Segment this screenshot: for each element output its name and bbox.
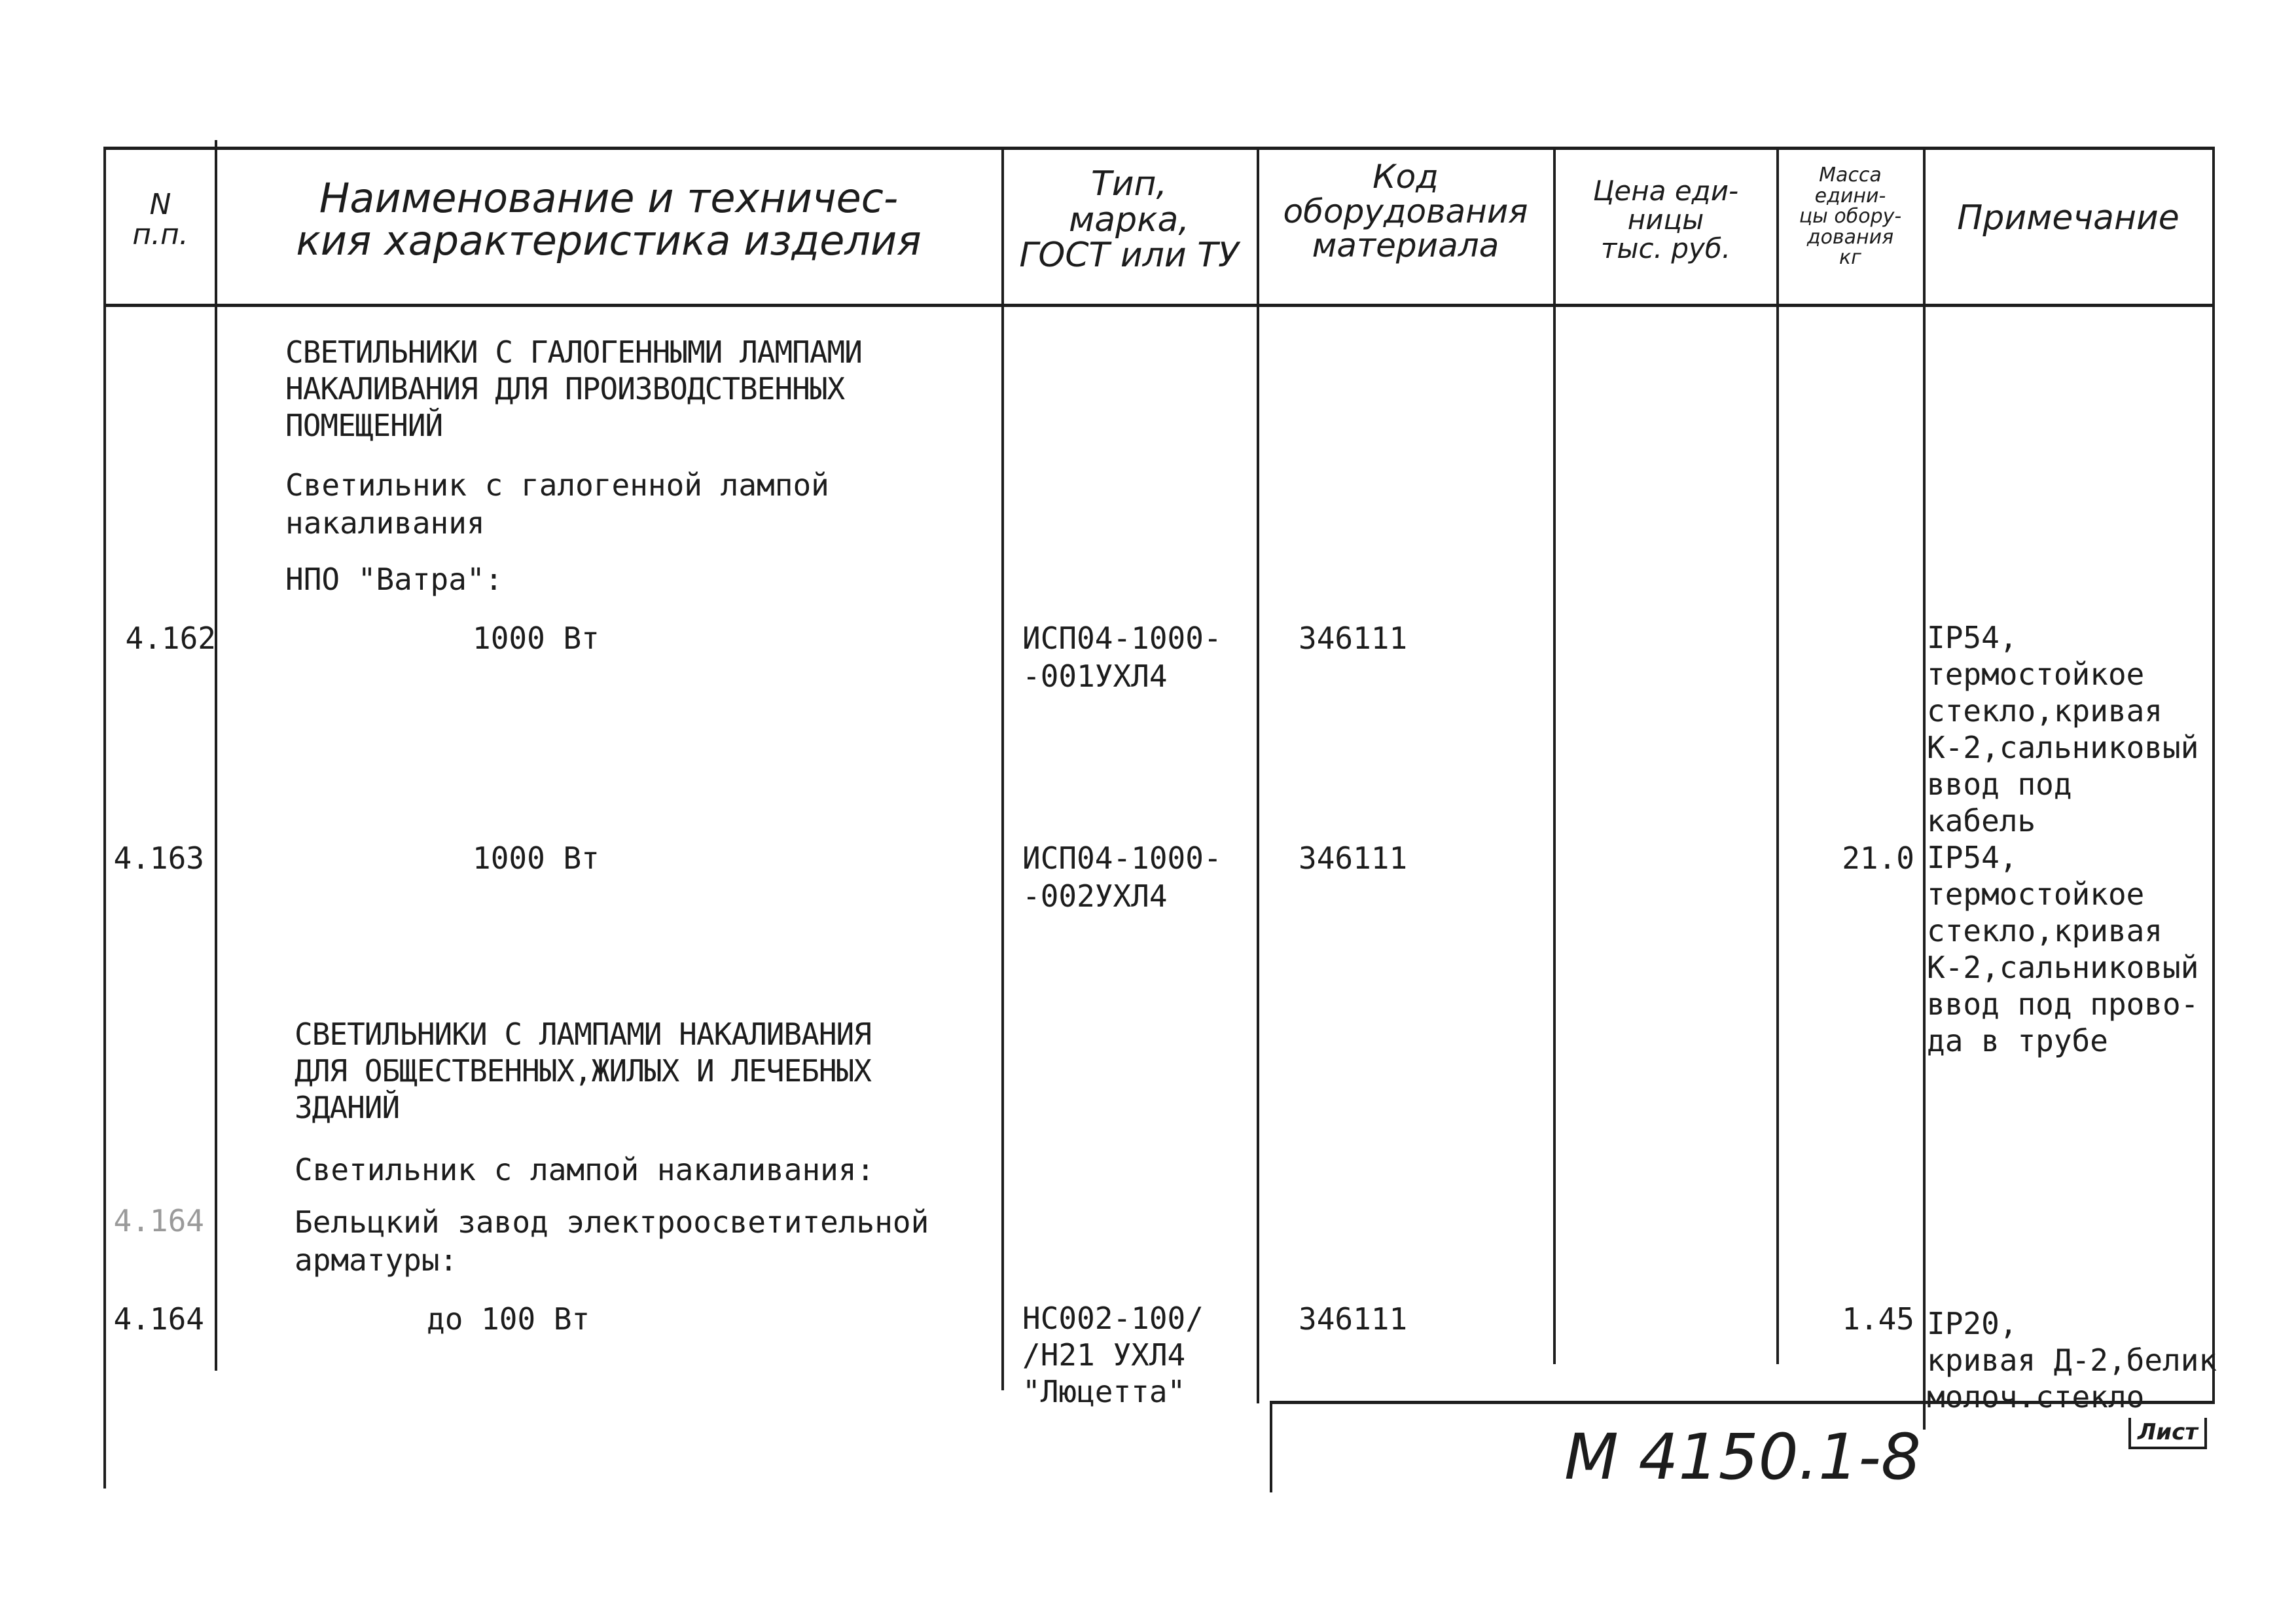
stamp-box-left [1270, 1401, 1272, 1492]
row-4163-code: 346111 [1299, 840, 1408, 876]
manufacturer-beltsy: Бельцкий завод электроосветительной арматуры: [295, 1204, 929, 1278]
row-4162-note: IP54, термостойкое стекло,кривая К-2,сальниковый ввод под кабель [1927, 620, 2199, 839]
header-name: Наименование и техничес- кия характеристика изделия [296, 174, 922, 265]
row-4164-type: НС002-100/ /Н21 УХЛ4 "Люцетта" [1022, 1301, 1204, 1409]
row-4163-mass: 21.0 [1842, 840, 1914, 876]
header-number: N п.п. [132, 188, 188, 252]
subsection-incandescent-lamp: Светильник с лампой накаливания: [295, 1152, 875, 1187]
row-4164-mass: 1.45 [1842, 1301, 1914, 1337]
header-note: Примечание [1957, 198, 2179, 238]
column-divider-7 [1923, 147, 1926, 1430]
header-mass: Масса едини- цы обору- дования кг [1799, 164, 1902, 269]
row-4162-type: ИСП04-1000- -001УХЛ4 [1022, 621, 1222, 694]
column-divider-4 [1257, 147, 1259, 1403]
column-divider-1 [103, 147, 106, 1489]
manufacturer-vatra: НПО "Ватра": [285, 562, 503, 597]
column-divider-2 [215, 140, 217, 1371]
row-4162-number: 4.162 [125, 621, 216, 656]
subsection-halogen-lamp: Светильник с галогенной лампой накаливания [285, 467, 829, 541]
table-top-border [103, 147, 2215, 150]
header-code: Код оборудования материала [1283, 158, 1528, 264]
row-4162-code: 346111 [1299, 621, 1408, 656]
section-title-halogen: СВЕТИЛЬНИКИ С ГАЛОГЕННЫМИ ЛАМПАМИ НАКАЛИВАНИЯ ДЛЯ ПРОИЗВОДСТВЕННЫХ ПОМЕЩЕНИЙ [285, 334, 862, 443]
row-4164-note: IP20, кривая Д-2,белик молоч.стекло [1927, 1306, 2217, 1415]
manufacturer-row-number: 4.164 [113, 1203, 204, 1238]
column-divider-5 [1553, 147, 1556, 1364]
document-number: М 4150.1-8 [1564, 1420, 1921, 1494]
row-4164-code: 346111 [1299, 1301, 1408, 1337]
header-price: Цена еди- ницы тыс. руб. [1592, 175, 1739, 265]
row-4162-power: 1000 Вт [473, 621, 600, 656]
header-bottom-border [103, 304, 2215, 307]
table-right-border [2212, 147, 2215, 1403]
section-title-incandescent: СВЕТИЛЬНИКИ С ЛАМПАМИ НАКАЛИВАНИЯ ДЛЯ ОБЩЕСТВЕННЫХ,ЖИЛЫХ И ЛЕЧЕБНЫХ ЗДАНИЙ [295, 1017, 871, 1125]
sheet-label: Лист [2128, 1418, 2207, 1449]
header-type: Тип, марка, ГОСТ или ТУ [1019, 164, 1239, 276]
row-4163-power: 1000 Вт [473, 840, 600, 876]
row-4164-power: до 100 Вт [427, 1301, 590, 1337]
column-divider-6 [1776, 147, 1779, 1364]
column-divider-3 [1001, 147, 1004, 1390]
row-4164-number: 4.164 [113, 1301, 204, 1337]
row-4163-note: IP54, термостойкое стекло,кривая К-2,сальниковый ввод под прово- да в трубе [1927, 840, 2199, 1058]
row-4163-type: ИСП04-1000- -002УХЛ4 [1022, 840, 1222, 914]
row-4163-number: 4.163 [113, 840, 204, 876]
